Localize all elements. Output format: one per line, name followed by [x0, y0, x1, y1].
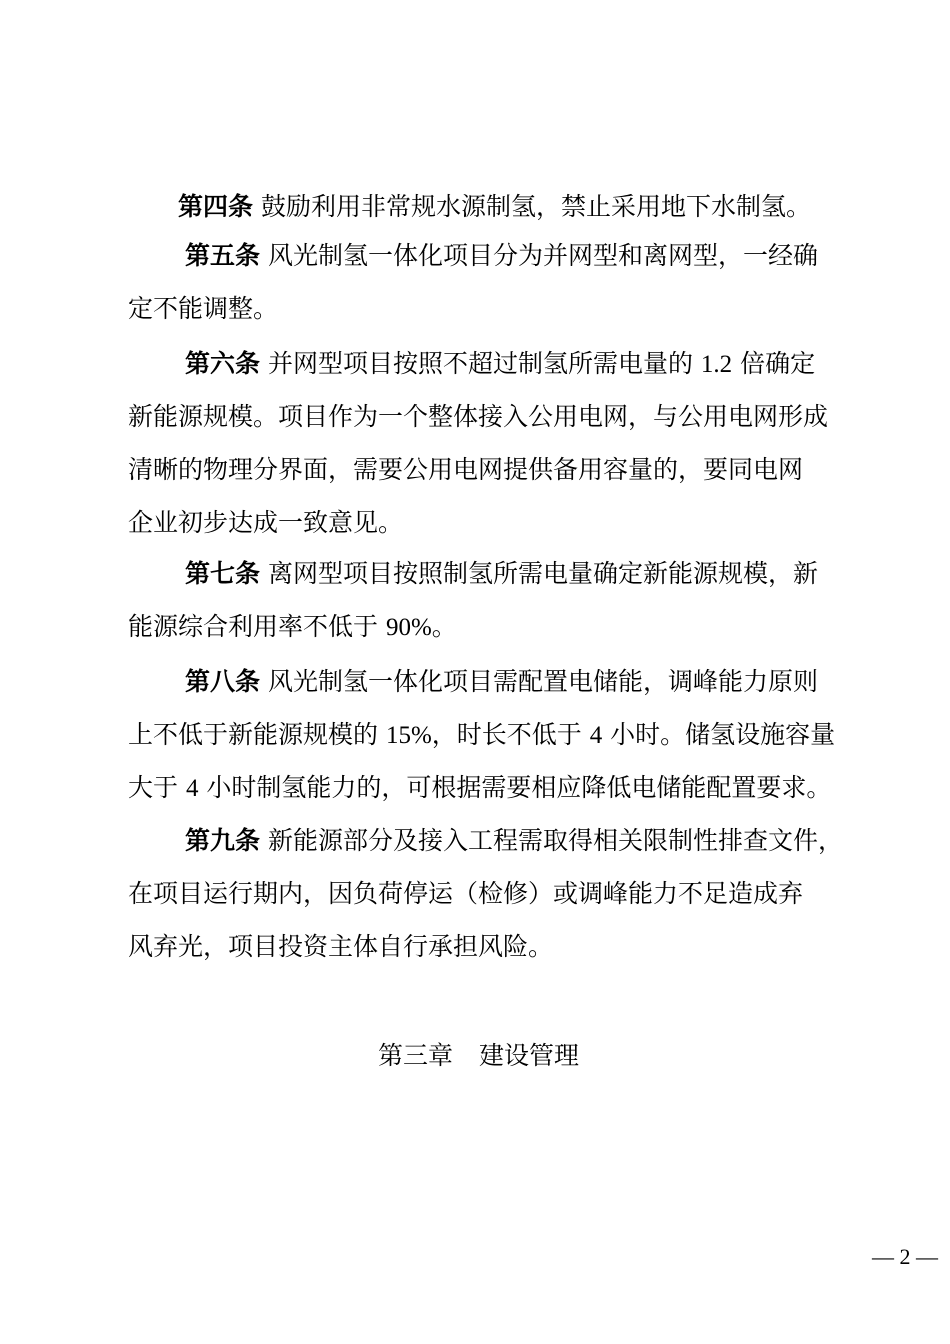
article-number-value: 4	[589, 722, 603, 749]
article-text: 小时。储氢设施容量	[602, 720, 836, 749]
article-line	[128, 292, 278, 326]
article-text: 倍确定	[732, 349, 816, 378]
article-line	[128, 930, 553, 964]
article-line	[128, 506, 403, 540]
article-text: 鼓励利用非常规水源制氢，禁止采用地下水制氢。	[253, 192, 811, 221]
article-title: 第四条	[178, 192, 254, 221]
article-title: 第七条	[185, 559, 261, 588]
article-title: 第五条	[185, 241, 261, 270]
article-number-value: 15%	[385, 722, 432, 749]
article-first-line	[185, 557, 818, 591]
article-number-value: 90%	[385, 614, 432, 641]
article-text: 风光制氢一体化项目分为并网型和离网型，一经确	[260, 241, 818, 270]
article-text: 在项目运行期内，因负荷停运（检修）或调峰能力不足造成弃	[128, 879, 804, 908]
article-text: 大于	[128, 773, 186, 802]
article-line	[128, 610, 457, 644]
article-text: 上不低于新能源规模的	[128, 720, 386, 749]
chapter-heading	[378, 1039, 579, 1073]
article-text: 定不能调整。	[128, 294, 279, 323]
chapter-title: 建设管理	[479, 1041, 580, 1070]
article-text: 风弃光，项目投资主体自行承担风险。	[128, 932, 554, 961]
article-first-line	[185, 665, 818, 699]
article-text: 并网型项目按照不超过制氢所需电量的	[260, 349, 701, 378]
article-text: 离网型项目按照制氢所需电量确定新能源规模，新	[260, 559, 818, 588]
article-first-line	[185, 239, 818, 273]
chapter-number: 第三章	[378, 1041, 454, 1070]
article-text: 小时制氢能力的，可根据需要相应降低电储能配置要求。	[198, 773, 832, 802]
article-first-line	[185, 824, 843, 858]
article-text: 能源综合利用率不低于	[128, 612, 386, 641]
article-first-line	[185, 347, 815, 381]
article-line	[128, 771, 831, 805]
article-text: 。	[431, 612, 457, 641]
article-line	[128, 877, 803, 911]
article-title: 第八条	[185, 667, 261, 696]
article-text: 清晰的物理分界面，需要公用电网提供备用容量的，要同电网	[128, 455, 804, 484]
article-number-value: 4	[185, 775, 199, 802]
article-line	[128, 718, 835, 752]
article-line	[128, 453, 803, 487]
article-text: ，时长不低于	[431, 720, 590, 749]
article-line	[128, 400, 828, 434]
article-text: 企业初步达成一致意见。	[128, 508, 404, 537]
article-title: 第九条	[185, 826, 261, 855]
article-title: 第六条	[185, 349, 261, 378]
article-number-value: 1.2	[700, 351, 733, 378]
article-first-line	[178, 190, 811, 224]
article-text: 新能源规模。项目作为一个整体接入公用电网，与公用电网形成	[128, 402, 829, 431]
article-text: 风光制氢一体化项目需配置电储能，调峰能力原则	[260, 667, 818, 696]
page-number: — 2 —	[872, 1244, 938, 1269]
article-text: 新能源部分及接入工程需取得相关限制性排查文件，	[260, 826, 843, 855]
